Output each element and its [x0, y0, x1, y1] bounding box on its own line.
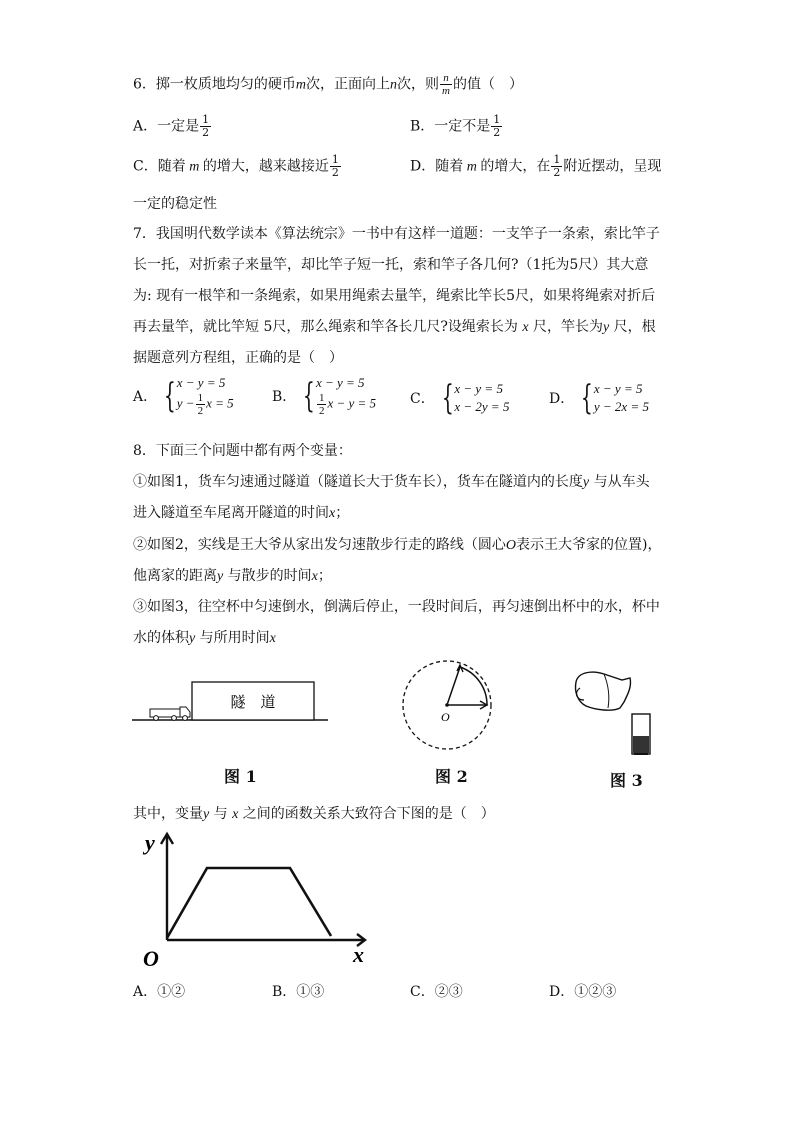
graph-y-label: y [145, 830, 155, 855]
graph-x-label: x [353, 942, 364, 967]
q7-line-2: 长一托，对折索子来量竿，却比竿子短一托，索和竿子各几何?（1托为5尺）其大意 [133, 257, 649, 273]
q6-option-d-continued: 一定的稳定性 [133, 196, 217, 212]
q8-p3-line-2: 水的体积y 与所用时间x [133, 630, 276, 646]
q8-p3-line-1: ③如图3，往空杯中匀速倒水，倒满后停止，一段时间后，再匀速倒出杯中的水，杯中 [133, 599, 660, 615]
figure-1-caption: 图 1 [224, 767, 257, 786]
q7-option-b[interactable]: B． { x − y = 5 $\frac{1}{2}$ x − y = 5 [272, 375, 377, 417]
figure-1-tunnel [130, 676, 330, 726]
pitcher-icon [575, 672, 630, 710]
q7-option-d[interactable]: D． { x − y = 5 y − 2x = 5 [549, 378, 649, 418]
q8-option-b[interactable]: B．①③ [272, 984, 325, 1000]
figure-3-pitcher [570, 666, 670, 760]
truck-icon [150, 707, 190, 720]
tunnel-label: 隧 道 [230, 693, 276, 711]
q8-question: 其中，变量y 与 x 之间的函数关系大致符合下图的是（ ） [133, 806, 495, 822]
q6-option-a[interactable]: A．一定是 $\frac{1}{2}$ [133, 113, 210, 139]
graph-origin-label: O [143, 946, 159, 971]
q7-line-1: 7．我国明代数学读本《算法统宗》一书中有这样一道题：一支竿子一条索，索比竿子 [133, 226, 660, 242]
figure-2-circle [400, 654, 500, 754]
q6-option-d[interactable]: D．随着 m 的增大，在 $\frac{1}{2}$ 附近摆动，呈现 [410, 153, 662, 179]
q7-option-c[interactable]: C． { x − y = 5 x − 2y = 5 [410, 378, 510, 418]
q7-line-5: 据题意列方程组，正确的是（ ） [133, 350, 343, 366]
q8-line-1: 8．下面三个问题中都有两个变量： [133, 443, 352, 459]
q6-stem: 6．掷一枚质地均匀的硬币m次，正面向上n次，则 $\frac{n}{m}$ 的值（ ） [133, 72, 523, 97]
q8-p1-line-2: 进入隧道至车尾离开隧道的时间x； [133, 505, 350, 521]
q7-line-4: 再去量竿，就比竿短 5尺，那么绳索和竿各长几尺?设绳索长为 x 尺，竿长为y 尺，根 [133, 319, 656, 335]
figure-2-caption: 图 2 [435, 767, 468, 786]
q6-option-c[interactable]: C．随着 m 的增大，越来越接近 $\frac{1}{2}$ [133, 153, 339, 179]
glass-icon [632, 714, 650, 754]
q8-option-a[interactable]: A．①② [133, 984, 186, 1000]
q8-p2-line-1: ②如图2，实线是王大爷从家出发匀速散步行走的路线（圆心O表示王大爷家的位置)， [133, 537, 662, 553]
center-O-label: O [441, 710, 450, 724]
q6-option-b[interactable]: B．一定不是 $\frac{1}{2}$ [410, 113, 501, 139]
q7-option-a[interactable]: A． { x − y = 5 y − $\frac{1}{2}$ x = 5 [133, 375, 234, 417]
q8-p2-line-2: 他离家的距离y 与散步的时间x； [133, 568, 332, 584]
q8-option-c[interactable]: C．②③ [410, 984, 463, 1000]
trapezoid-curve [167, 868, 331, 938]
figure-3-caption: 图 3 [610, 771, 643, 790]
q8-option-d[interactable]: D．①②③ [549, 984, 617, 1000]
function-graph [135, 828, 375, 973]
fraction-n-over-m: $\frac{n}{m}$ [442, 72, 450, 97]
walk-path [447, 667, 487, 705]
q7-line-3: 为: 现有一根竿和一条绳索，如果用绳索去量竿，绳索比竿长5尺，如果将绳索对折后 [133, 288, 656, 304]
q8-p1-line-1: ①如图1，货车匀速通过隧道（隧道长大于货车长），货车在隧道内的长度y 与从车头 [133, 474, 650, 490]
